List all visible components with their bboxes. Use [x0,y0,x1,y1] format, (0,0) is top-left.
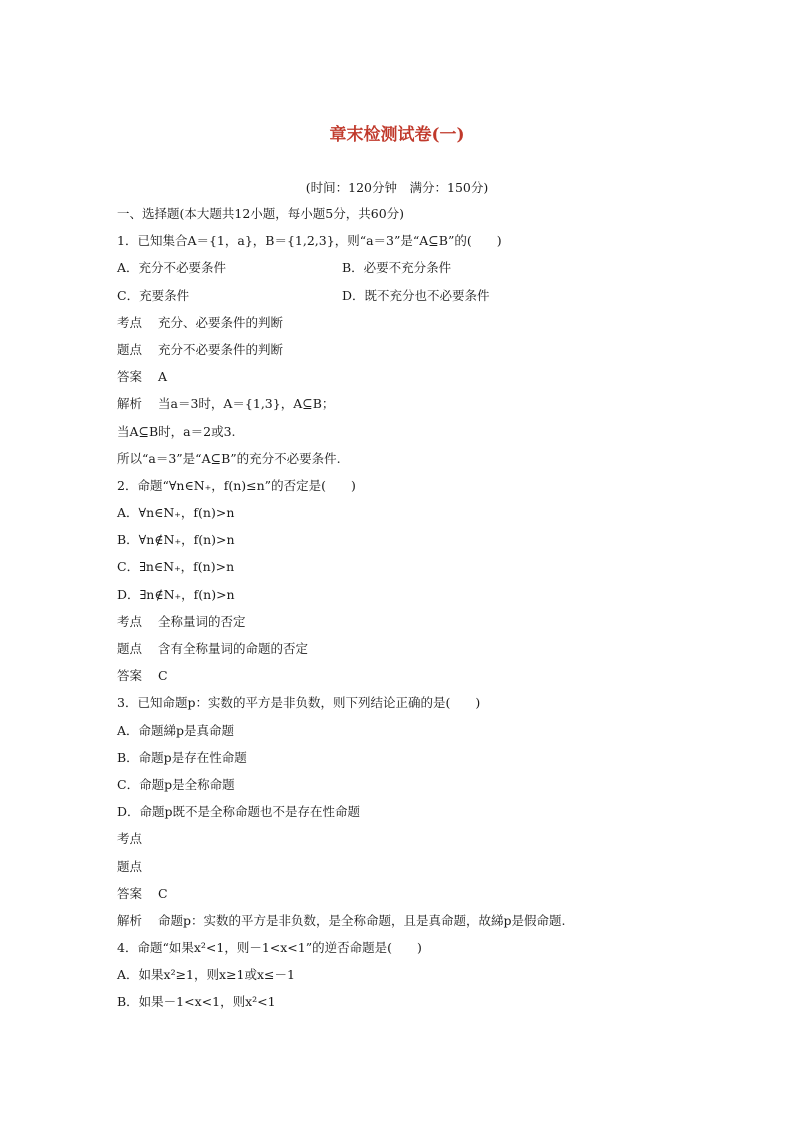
q3-stem: 3．已知命题p：实数的平方是非负数，则下列结论正确的是( ) [117,695,481,711]
q3-option-a: A．命题綈p是真命题 [117,722,235,738]
q4-stem: 4．命题“如果x²<1，则－1<x<1”的逆否命题是( ) [117,940,422,956]
q3-option-b: B．命题p是存在性命题 [117,749,247,765]
q1-option-a: A．充分不必要条件 [117,260,227,276]
q2-answer-text: C [158,668,168,684]
q2-stem: 2．命题“∀n∈N₊，f(n)≤n”的否定是( ) [117,477,356,493]
q2-kaodian-text: 全称量词的否定 [158,613,246,629]
q3-kaodian [117,830,687,857]
daan-label: 答案 [117,885,143,901]
q1-stem: 1．已知集合A＝{1，a}，B＝{1,2,3}，则“a＝3”是“A⊆B”的( ) [117,233,502,249]
q1-options-row-2 [117,287,687,314]
q3-analysis-text: 命题p：实数的平方是非负数，是全称命题，且是真命题，故綈p是假命题. [158,912,566,928]
q1-tidian-text: 充分不必要条件的判断 [158,341,284,357]
q1-kaodian [117,314,687,341]
section-heading: 一、选择题(本大题共12小题，每小题5分，共60分) [117,206,405,221]
q4-option-b: B．如果－1<x<1，则x²<1 [117,994,276,1010]
q3-answer [117,885,687,912]
daan-label: 答案 [117,369,143,385]
jiexi-label: 解析 [117,396,143,412]
q3-option-c: C．命题p是全称命题 [117,776,235,792]
exam-body [117,205,687,1021]
exam-time-score: (时间：120分钟 满分：150分) [305,180,489,195]
q3-answer-text: C [158,885,168,901]
q1-analysis-line-3: 所以“a＝3”是“A⊆B”的充分不必要条件. [117,450,341,466]
tidian-label: 题点 [117,641,143,656]
q2-tidian [117,640,687,667]
q2-answer [117,667,687,694]
q1-option-d: D．既不充分也不必要条件 [342,287,490,303]
kaodian-label: 考点 [117,831,143,847]
q1-answer [117,368,687,395]
q1-tidian [117,341,687,368]
q2-option-c: C．∃n∈N₊，f(n)>n [117,559,235,575]
q3-tidian [117,858,687,885]
page-title: 章末检测试卷(一) [329,125,465,145]
q3-analysis [117,912,687,939]
q1-analysis [117,395,687,422]
q1-options-row-1 [117,259,687,286]
q2-option-b: B．∀n∉N₊，f(n)>n [117,532,235,548]
kaodian-label: 考点 [117,314,143,330]
q1-kaodian-text: 充分、必要条件的判断 [158,314,284,330]
tidian-label: 题点 [117,341,143,357]
daan-label: 答案 [117,668,143,684]
q1-option-c: C．充要条件 [117,287,190,303]
tidian-label: 题点 [117,858,143,874]
q2-tidian-text: 含有全称量词的命题的否定 [158,641,309,656]
q3-option-d: D．命题p既不是全称命题也不是存在性命题 [117,804,361,820]
q2-option-a: A．∀n∈N₊，f(n)>n [117,505,235,521]
kaodian-label: 考点 [117,613,143,629]
q1-analysis-line-1: 当a＝3时，A＝{1,3}，A⊆B； [158,396,335,412]
q4-option-a: A．如果x²≥1，则x≥1或x≤－1 [117,967,295,983]
q1-analysis-line-2: 当A⊆B时，a＝2或3. [117,423,236,439]
jiexi-label: 解析 [117,912,143,928]
q2-kaodian [117,613,687,640]
q1-answer-text: A [158,369,168,385]
q1-option-b: B．必要不充分条件 [342,260,452,276]
q2-option-d: D．∃n∉N₊，f(n)>n [117,586,235,602]
